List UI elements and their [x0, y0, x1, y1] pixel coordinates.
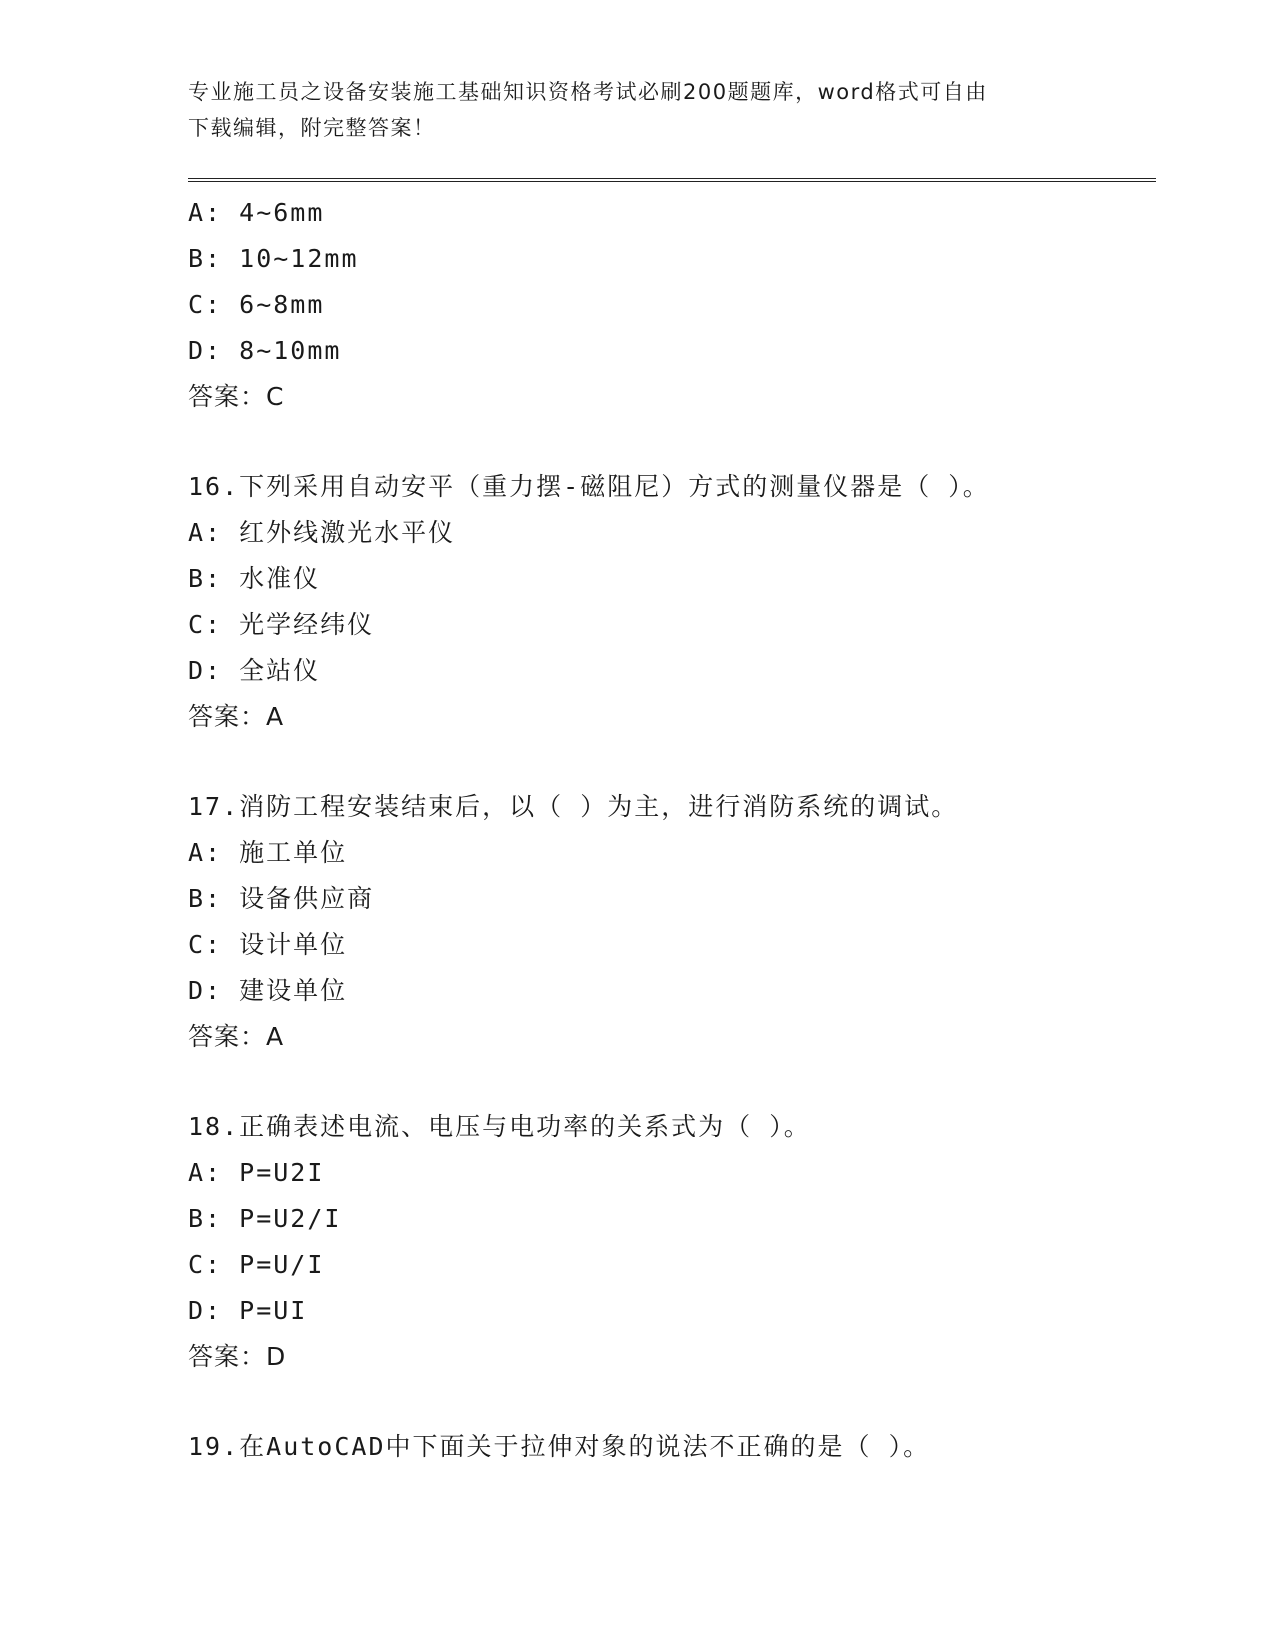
option-d: D: 8~10mm — [188, 336, 342, 365]
spacer — [188, 740, 1188, 784]
question-block-19 — [188, 1424, 1188, 1470]
question-number: 18. — [188, 1112, 240, 1141]
question-text: 下列采用自动安平（重力摆-磁阻尼）方式的测量仪器是（ ）。 — [239, 472, 990, 501]
answer-line: 答案：A — [188, 1022, 285, 1051]
option-b: B: 10~12mm — [188, 244, 359, 273]
option-d: D: P=UI — [188, 1296, 308, 1325]
option-b: B: 水准仪 — [188, 564, 321, 593]
option-d: D: 全站仪 — [188, 656, 321, 685]
option-a: A: 红外线激光水平仪 — [188, 518, 456, 547]
option-d: D: 建设单位 — [188, 976, 348, 1005]
header-divider — [188, 178, 1156, 182]
option-a: A: P=U2I — [188, 1158, 325, 1187]
question-number: 19. — [188, 1432, 240, 1461]
option-a: A: 施工单位 — [188, 838, 348, 867]
answer-line: 答案：A — [188, 702, 285, 731]
question-stem — [188, 1424, 1188, 1470]
option-b: B: P=U2/I — [188, 1204, 342, 1233]
question-text: 在AutoCAD中下面关于拉伸对象的说法不正确的是（ ）。 — [239, 1432, 931, 1461]
option-c: C: 6~8mm — [188, 290, 325, 319]
question-text: 正确表述电流、电压与电功率的关系式为（ ）。 — [239, 1112, 811, 1141]
option-c: C: 光学经纬仪 — [188, 610, 375, 639]
question-block-15 — [188, 190, 1188, 420]
answer-line: 答案：C — [188, 382, 285, 411]
question-number: 16. — [188, 472, 240, 501]
option-c: C: P=U/I — [188, 1250, 325, 1279]
spacer — [188, 1380, 1188, 1424]
header-title-line-2: 下载编辑，附完整答案！ — [188, 116, 436, 140]
question-block-16 — [188, 464, 1188, 740]
question-number: 17. — [188, 792, 240, 821]
document-header — [188, 74, 1068, 146]
question-text: 消防工程安装结束后，以（ ）为主，进行消防系统的调试。 — [239, 792, 959, 821]
question-block-18 — [188, 1104, 1188, 1380]
question-block-17 — [188, 784, 1188, 1060]
question-stem — [188, 1104, 1188, 1150]
answer-line: 答案：D — [188, 1342, 287, 1371]
option-c: C: 设计单位 — [188, 930, 348, 959]
question-stem — [188, 784, 1188, 830]
option-b: B: 设备供应商 — [188, 884, 375, 913]
question-list — [188, 190, 1188, 1470]
header-title-line-1: 专业施工员之设备安装施工基础知识资格考试必刷200题题库，word格式可自由 — [188, 80, 988, 104]
spacer — [188, 1060, 1188, 1104]
question-stem — [188, 464, 1188, 510]
spacer — [188, 420, 1188, 464]
option-a: A: 4~6mm — [188, 198, 325, 227]
